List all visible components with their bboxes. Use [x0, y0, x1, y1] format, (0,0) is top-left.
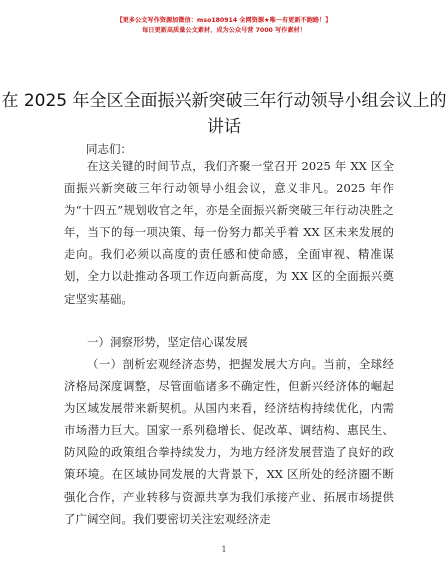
banner-line-2: 每日更新高质量公文素材，成为公众号营 7000 写作素材！ [142, 27, 306, 34]
paragraph-intro: 在这关键的时间节点，我们齐聚一堂召开 2025 年 XX 区全面振兴新突破三年行动领导小组会议，意义非凡。2025 年作为“十四五”规划收官之年，亦是全面振兴新突破三年行动决胜之年，当下的每一项决策、每一份努力都关乎着 XX 区未来发展的走向。我们必须以高度的责任感和使命感，全面审视、精准谋划，全力以赴推动各项工作迈向新高度，为 XX 区的全面振兴奠定坚实基础。 [64, 159, 394, 306]
paragraph-body: （一）剖析宏观经济态势，把握发展大方向。当前，全球经济格局深度调整，尽管面临诸多不确定性，但新兴经济体的崛起为区域发展带来新契机。从国内来看，经济结构持续优化，内需市场潜力巨大。国家一系列稳增长、促改革、调结构、惠民生、防风险的政策组合拳持续发力，为地方经济发展营造了良好的政策环境。在区域协同发展的大背景下，XX 区所处的经济圈不断强化合作，产业转移与资源共享为我们承接产业、拓展市场提供了广阔空间。我们要密切关注宏观经济走 [64, 357, 394, 526]
promo-banner [0, 16, 448, 36]
document-title: 在 2025 年全区全面振兴新突破三年行动领导小组会议上的讲话 [1, 91, 447, 137]
page-number: 1 [221, 545, 227, 554]
banner-line-1: 【更多公文写作资源加微信：mso180914 全网资源★唯一有更新不跑路！】 [116, 17, 332, 24]
salutation: 同志们： [86, 142, 132, 156]
section-heading: 一）洞察形势，坚定信心谋发展 [87, 335, 248, 349]
